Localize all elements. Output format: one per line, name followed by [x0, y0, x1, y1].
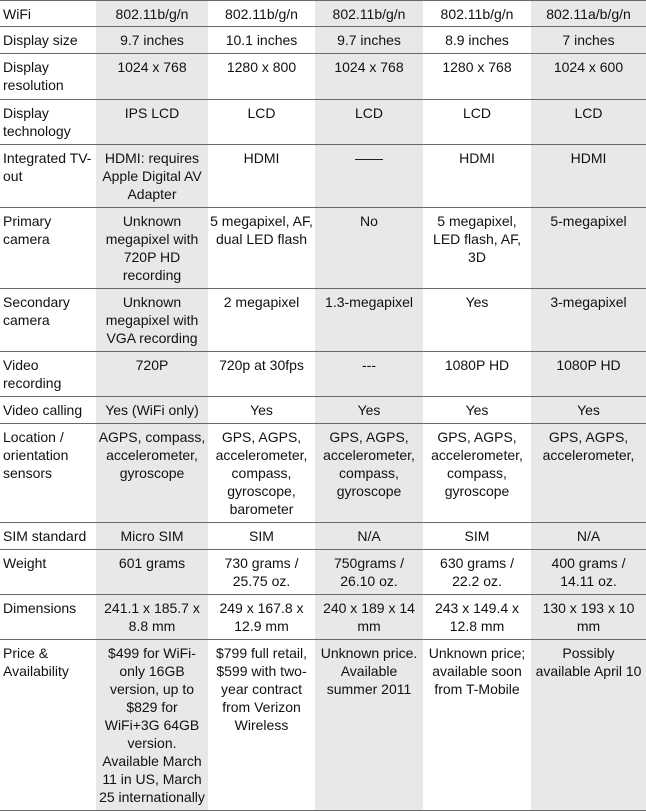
table-cell: GPS, AGPS, accelerometer, compass, gyroscope, barometer — [208, 424, 315, 523]
table-cell: Yes — [208, 397, 315, 424]
table-cell: No — [315, 208, 423, 289]
table-cell: HDMI: requires Apple Digital AV Adapter — [96, 145, 208, 208]
table-cell: 1080P HD — [531, 352, 646, 397]
table-cell: 249 x 167.8 x 12.9 mm — [208, 595, 315, 640]
table-cell: IPS LCD — [96, 100, 208, 145]
row-label: Display size — [0, 27, 96, 54]
table-cell: $799 full retail, $599 with two-year contract from Verizon Wireless — [208, 640, 315, 811]
table-cell: HDMI — [423, 145, 531, 208]
row-secondary-camera — [0, 289, 646, 352]
table-cell: 1080P HD — [423, 352, 531, 397]
row-video-calling — [0, 397, 646, 424]
table-cell: 5 megapixel, LED flash, AF, 3D — [423, 208, 531, 289]
table-cell: GPS, AGPS, accelerometer, compass, gyroscope — [423, 424, 531, 523]
row-label: SIM standard — [0, 523, 96, 550]
table-cell: GPS, AGPS, accelerometer, compass, gyroscope — [315, 424, 423, 523]
table-cell: 802.11b/g/n — [315, 1, 423, 27]
table-cell: Possibly available April 10 — [531, 640, 646, 811]
table-cell: 5-megapixel — [531, 208, 646, 289]
row-tv-out — [0, 145, 646, 208]
table-cell: 802.11a/b/g/n — [531, 1, 646, 27]
row-sensors — [0, 424, 646, 523]
table-cell: 1.3-megapixel — [315, 289, 423, 352]
table-cell: Yes — [423, 397, 531, 424]
table-cell: 3-megapixel — [531, 289, 646, 352]
row-label: Primary camera — [0, 208, 96, 289]
table-cell: 243 x 149.4 x 12.8 mm — [423, 595, 531, 640]
table-cell: 750grams / 26.10 oz. — [315, 550, 423, 595]
row-label: WiFi — [0, 1, 96, 27]
row-label: Secondary camera — [0, 289, 96, 352]
row-display-size — [0, 27, 646, 54]
row-video-recording — [0, 352, 646, 397]
table-cell: 2 megapixel — [208, 289, 315, 352]
table-cell: 601 grams — [96, 550, 208, 595]
row-dimensions — [0, 595, 646, 640]
table-cell: SIM — [423, 523, 531, 550]
row-label: Video calling — [0, 397, 96, 424]
table-cell: HDMI — [531, 145, 646, 208]
table-cell: 802.11b/g/n — [423, 1, 531, 27]
row-display-technology — [0, 100, 646, 145]
table-cell: Micro SIM — [96, 523, 208, 550]
table-cell: --- — [315, 352, 423, 397]
table-cell: 1280 x 800 — [208, 54, 315, 100]
table-cell: 1024 x 768 — [315, 54, 423, 100]
table-cell: 720P — [96, 352, 208, 397]
table-cell: LCD — [531, 100, 646, 145]
table-cell: $499 for WiFi-only 16GB version, up to $829 for WiFi+3G 64GB version. Available March 11 in US, March 25 internationally — [96, 640, 208, 811]
row-label: Location / orientation sensors — [0, 424, 96, 523]
table-cell: 9.7 inches — [315, 27, 423, 54]
row-display-resolution — [0, 54, 646, 100]
table-cell: 240 x 189 x 14 mm — [315, 595, 423, 640]
table-cell: 802.11b/g/n — [208, 1, 315, 27]
table-cell: HDMI — [208, 145, 315, 208]
table-cell: N/A — [315, 523, 423, 550]
table-cell: 1024 x 600 — [531, 54, 646, 100]
table-cell: LCD — [208, 100, 315, 145]
table-cell: Yes — [531, 397, 646, 424]
table-cell: AGPS, compass, accelerometer, gyroscope — [96, 424, 208, 523]
table-cell: 8.9 inches — [423, 27, 531, 54]
table-cell: GPS, AGPS, accelerometer, — [531, 424, 646, 523]
table-cell: SIM — [208, 523, 315, 550]
table-cell: 130 x 193 x 10 mm — [531, 595, 646, 640]
table-cell: Unknown megapixel with VGA recording — [96, 289, 208, 352]
row-label: Price & Availability — [0, 640, 96, 811]
table-cell: —— — [315, 145, 423, 208]
table-cell: Unknown price; available soon from T-Mobile — [423, 640, 531, 811]
table-cell: 802.11b/g/n — [96, 1, 208, 27]
table-cell: 10.1 inches — [208, 27, 315, 54]
row-label: Dimensions — [0, 595, 96, 640]
row-primary-camera — [0, 208, 646, 289]
table-cell: 400 grams / 14.11 oz. — [531, 550, 646, 595]
table-cell: Unknown price. Available summer 2011 — [315, 640, 423, 811]
table-cell: 730 grams / 25.75 oz. — [208, 550, 315, 595]
table-cell: 241.1 x 185.7 x 8.8 mm — [96, 595, 208, 640]
row-weight — [0, 550, 646, 595]
table-cell: Yes (WiFi only) — [96, 397, 208, 424]
row-label: Display technology — [0, 100, 96, 145]
table-cell: 9.7 inches — [96, 27, 208, 54]
table-cell: 630 grams / 22.2 oz. — [423, 550, 531, 595]
table-cell: Yes — [315, 397, 423, 424]
row-sim-standard — [0, 523, 646, 550]
row-wifi — [0, 1, 646, 27]
table-cell: 1024 x 768 — [96, 54, 208, 100]
row-label: Integrated TV-out — [0, 145, 96, 208]
row-label: Display resolution — [0, 54, 96, 100]
table-cell: 720p at 30fps — [208, 352, 315, 397]
row-label: Video recording — [0, 352, 96, 397]
row-label: Weight — [0, 550, 96, 595]
row-price-availability — [0, 640, 646, 811]
table-cell: LCD — [315, 100, 423, 145]
table-cell: 1280 x 768 — [423, 54, 531, 100]
table-cell: N/A — [531, 523, 646, 550]
table-cell: Yes — [423, 289, 531, 352]
table-cell: 7 inches — [531, 27, 646, 54]
table-cell: LCD — [423, 100, 531, 145]
table-cell: Unknown megapixel with 720P HD recording — [96, 208, 208, 289]
table-cell: 5 megapixel, AF, dual LED flash — [208, 208, 315, 289]
